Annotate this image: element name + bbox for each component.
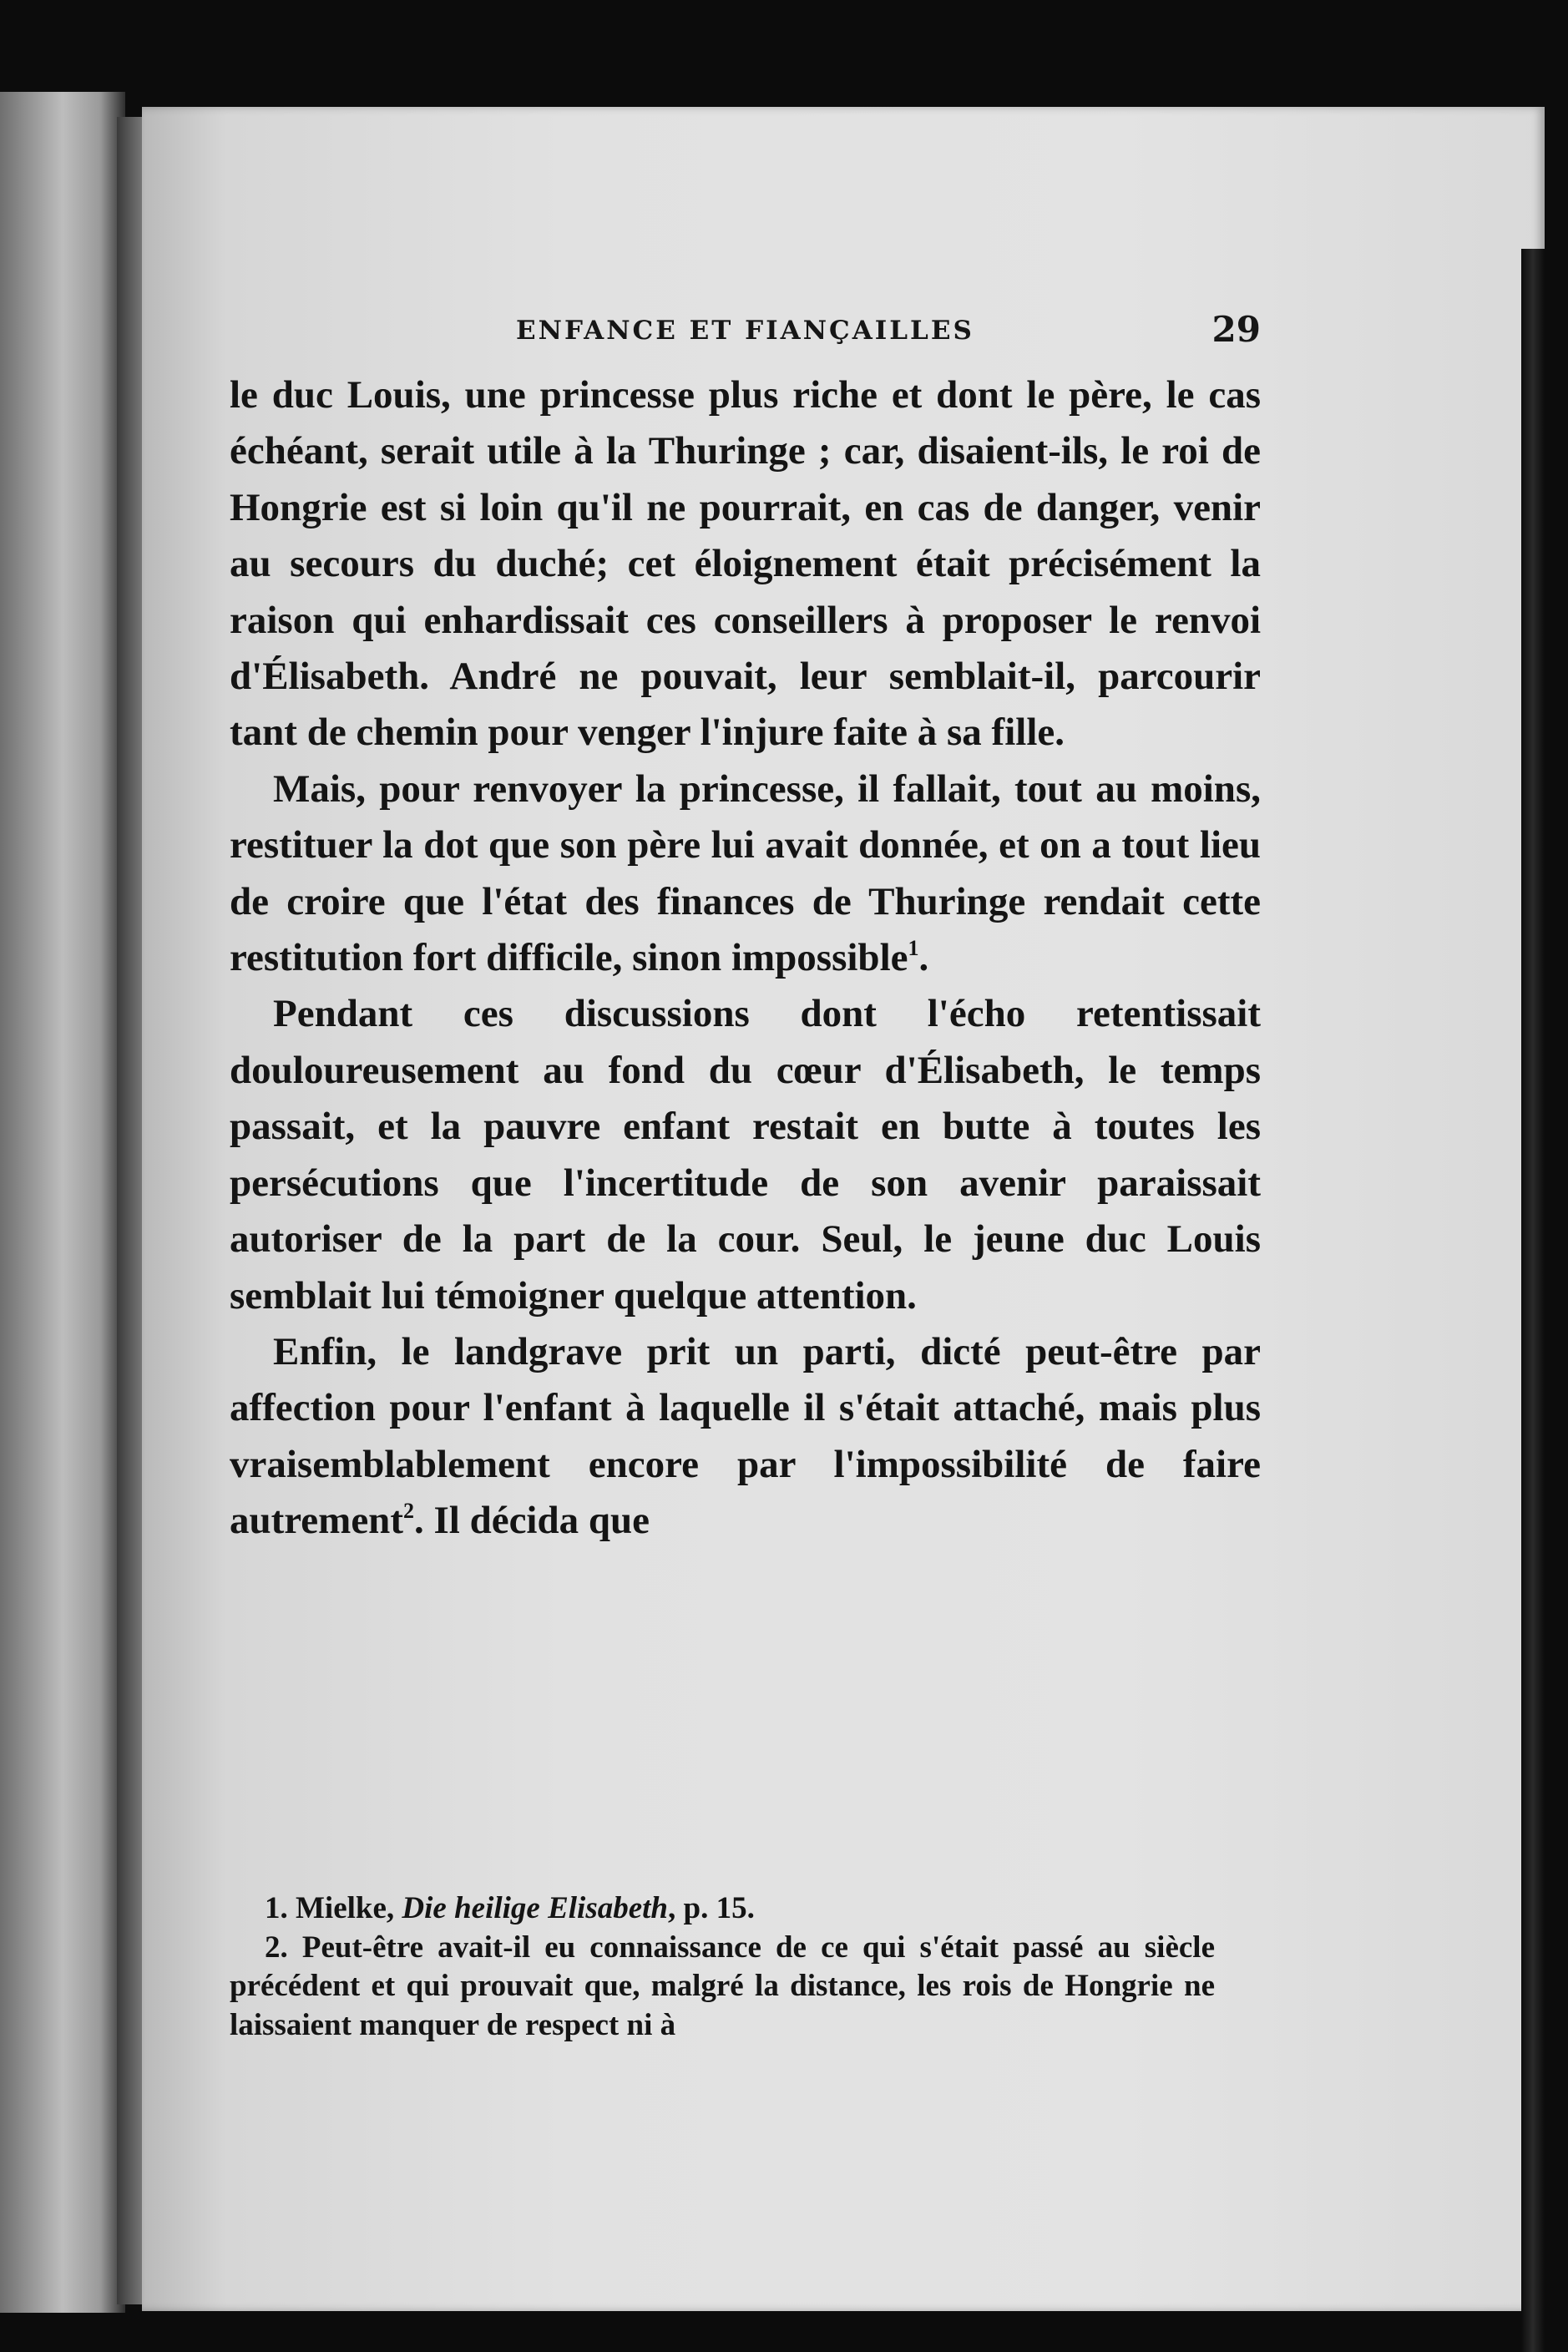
left-page-edge <box>0 92 125 2313</box>
page-header <box>516 309 1261 359</box>
footnote-1-title: Die heilige Elisabeth <box>402 1891 669 1925</box>
page-right-edge <box>1521 249 1545 2352</box>
footnote-1-suffix: , p. 15. <box>668 1891 755 1925</box>
footnote-1 <box>230 1889 1215 1929</box>
footnotes <box>230 1889 1215 2045</box>
footnote-2: 2. Peut-être avait-il eu connaissance de ce qui s'était passé au siècle précédent et qui prouvait que, malgré la distance, les rois de Hongrie ne laissaient manquer de respect ni à <box>230 1930 1215 2042</box>
footnote-ref-2: 2 <box>402 1499 414 1524</box>
paragraph-4 <box>230 1324 1261 1550</box>
paragraph-1 <box>230 367 1261 761</box>
paragraph-2 <box>230 761 1261 987</box>
running-head: ENFANCE ET FIANÇAILLES <box>516 316 974 346</box>
paragraph-1-text: le duc Louis, une princesse plus riche et dont le père, le cas échéant, serait utile à la Thuringe ; car, disaient-ils, le roi de Hongrie est si loin qu'il ne pourrait, en cas de danger, venir au secours du duché; cet éloignement était précisément la raison qui enhardissait ces conseillers à proposer le renvoi d'Élisabeth. André ne pouvait, leur semblait-il, parcourir tant de chemin pour venger l'injure faite à sa fille. <box>230 373 1261 755</box>
body-text <box>230 367 1261 1550</box>
footnote-ref-1: 1 <box>908 936 919 961</box>
page-number: 29 <box>1211 309 1261 350</box>
paragraph-2-end: . <box>918 936 929 980</box>
paragraph-4-text: Enfin, le landgrave prit un parti, dicté peut-être par affection pour l'enfant à laquelle il s'était attaché, mais plus vraisemblablement encore par l'impossibilité de faire autrement <box>230 1329 1261 1543</box>
paragraph-4-end: . Il décida que <box>413 1499 650 1543</box>
paragraph-2-text: Mais, pour renvoyer la princesse, il fallait, tout au moins, restituer la dot que son père lui avait donnée, et on a tout lieu de croire que l'état des finances de Thuringe rendait cette restitution fort difficile, sinon impossible <box>230 766 1261 980</box>
paragraph-3-text: Pendant ces discussions dont l'écho retentissait douloureusement au fond du cœur d'Élisabeth, le temps passait, et la pauvre enfant restait en butte à toutes les persécutions que l'incertitude de son avenir paraissait autoriser de la part de la cour. Seul, le jeune duc Louis semblait lui témoigner quelque attention. <box>230 992 1261 1318</box>
paragraph-3 <box>230 986 1261 1323</box>
footnote-1-prefix: 1. Mielke, <box>265 1891 402 1925</box>
